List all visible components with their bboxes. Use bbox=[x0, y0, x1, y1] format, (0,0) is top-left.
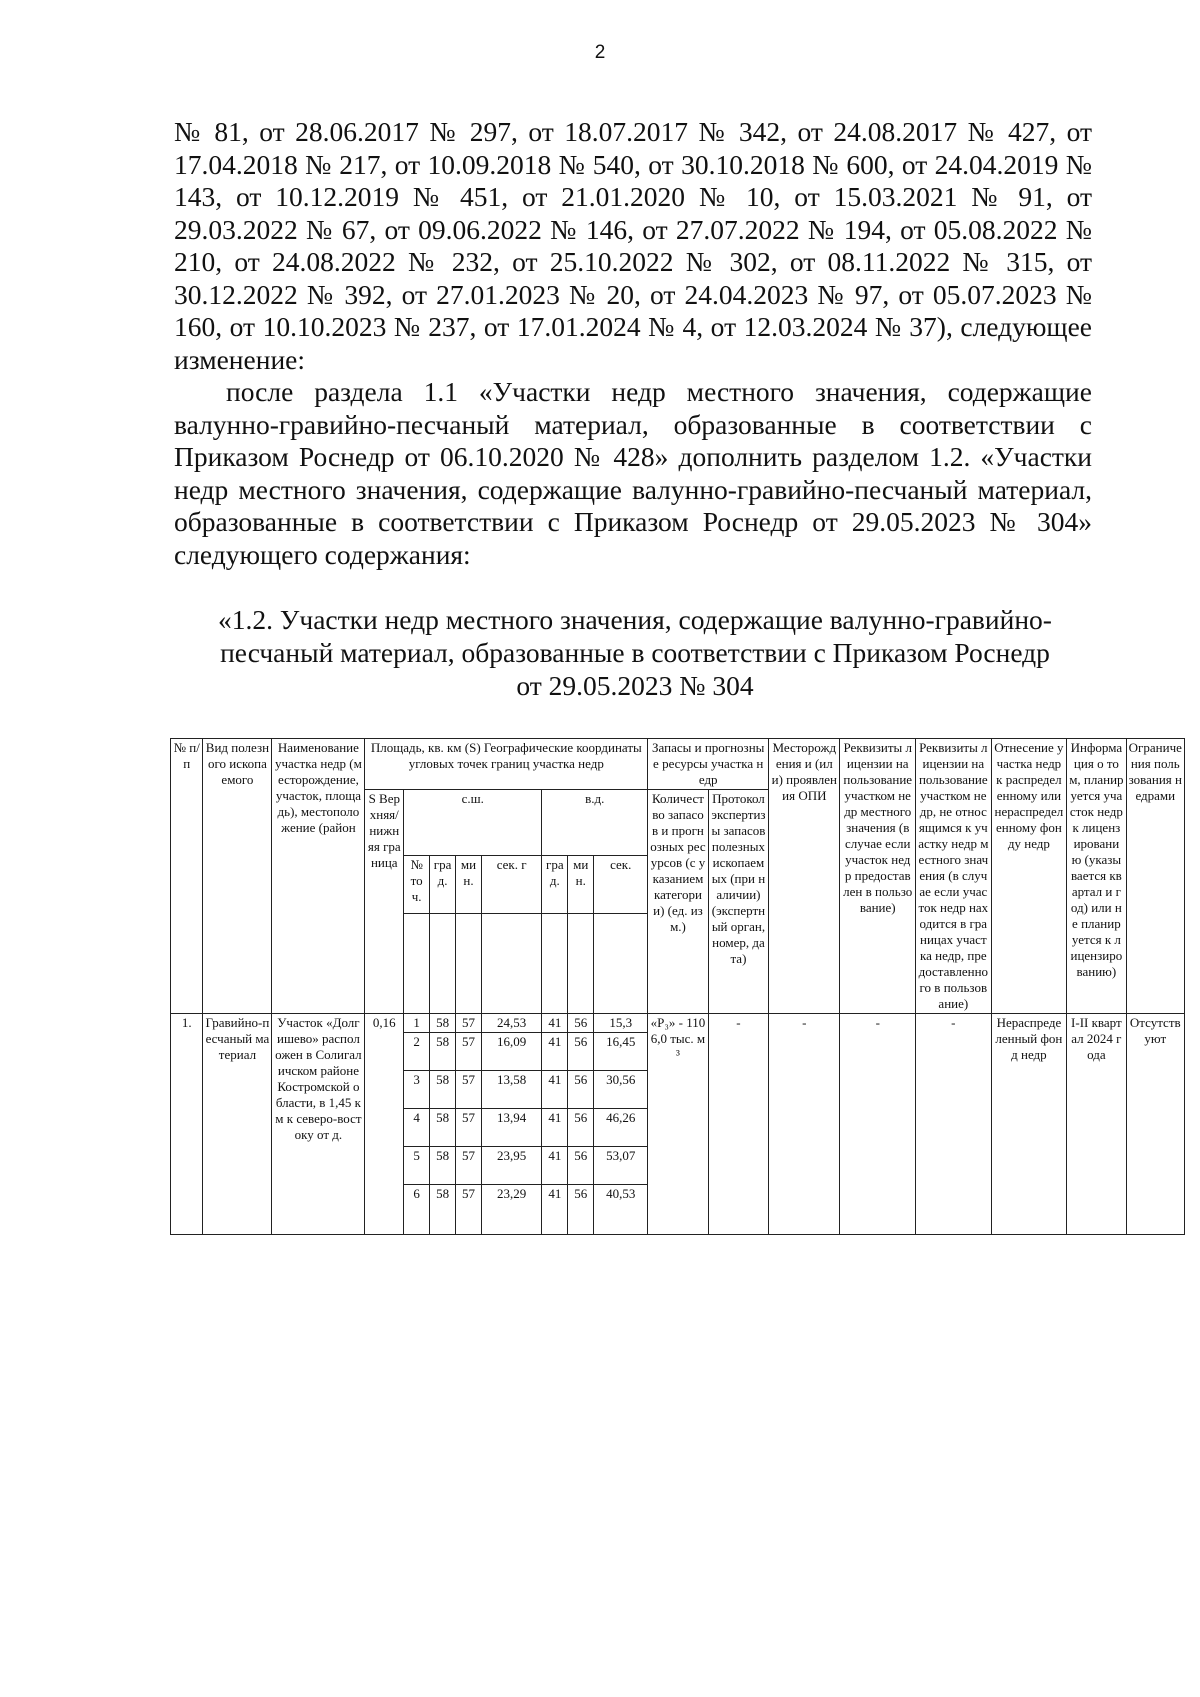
row-quantity: «Р₃» - 1106,0 тыс. м³ bbox=[648, 1014, 708, 1235]
header-name: Наименование участка недр (месторождение, участок, площадь), местоположение (район bbox=[272, 739, 365, 1014]
point-lat-deg: 58 bbox=[430, 1147, 456, 1185]
point-lat-sec: 13,94 bbox=[481, 1109, 541, 1147]
header-restrictions: Ограничения пользования недрами bbox=[1126, 739, 1184, 1014]
header-s-boundary: S Верхняя/нижняя граница bbox=[365, 790, 404, 1014]
point-lat-sec: 24,53 bbox=[481, 1014, 541, 1033]
header-lon-deg: град. bbox=[542, 856, 568, 914]
point-lon-deg: 41 bbox=[542, 1033, 568, 1071]
header-num: № п/п bbox=[171, 739, 203, 1014]
point-lat-sec: 23,29 bbox=[481, 1185, 541, 1235]
amendment-references-paragraph: № 81, от 28.06.2017 № 297, от 18.07.2017 № 342, от 24.08.2017 № 427, от 17.04.2018 № 217, от 10.09.2018 № 540, от 30.10.2018 № 600, от 24.04.2019 № 143, от 10.12.2019 № 451, от 21.01.2020 № 10, от 15.03.2021 № 91, от 29.03.2022 № 67, от 09.06.2022 № 146, от 27.07.2022 № 194, от 05.08.2022 № 210, от 24.08.2022 № 232, от 25.10.2022 № 302, от 08.11.2022 № 315, от 30.12.2022 № 392, от 27.01.2023 № 20, от 24.04.2023 № 97, от 05.07.2023 № 160, от 10.10.2023 № 237, от 17.01.2024 № 4, от 12.03.2024 № 37), следующее изменение: bbox=[174, 116, 1092, 375]
point-lon-min: 56 bbox=[568, 1185, 594, 1235]
header-lat: с.ш. bbox=[404, 790, 542, 856]
point-lon-deg: 41 bbox=[542, 1147, 568, 1185]
table-body bbox=[171, 1014, 1185, 1235]
point-lat-deg: 58 bbox=[430, 1071, 456, 1109]
point-no: 1 bbox=[404, 1014, 430, 1033]
point-lon-deg: 41 bbox=[542, 1071, 568, 1109]
point-lon-deg: 41 bbox=[542, 1185, 568, 1235]
row-protocol: - bbox=[708, 1014, 768, 1235]
point-lat-deg: 58 bbox=[430, 1185, 456, 1235]
point-lat-sec: 13,58 bbox=[481, 1071, 541, 1109]
table-row bbox=[171, 1014, 1185, 1033]
point-lon-sec: 16,45 bbox=[594, 1033, 648, 1071]
point-lat-sec: 16,09 bbox=[481, 1033, 541, 1071]
point-no: 3 bbox=[404, 1071, 430, 1109]
header-point-no: № точ. bbox=[404, 856, 430, 914]
point-lon-min: 56 bbox=[568, 1033, 594, 1071]
point-lon-min: 56 bbox=[568, 1109, 594, 1147]
row-deposits: - bbox=[769, 1014, 840, 1235]
point-no: 6 bbox=[404, 1185, 430, 1235]
point-lon-min: 56 bbox=[568, 1014, 594, 1033]
section-title-line-1: «1.2. Участки недр местного значения, содержащие валунно-гравийно- bbox=[218, 604, 1052, 635]
point-no: 2 bbox=[404, 1033, 430, 1071]
header-mineral: Вид полезного ископаемого bbox=[203, 739, 272, 1014]
point-lat-min: 57 bbox=[456, 1185, 482, 1235]
row-num: 1. bbox=[171, 1014, 203, 1235]
point-lon-sec: 15,3 bbox=[594, 1014, 648, 1033]
point-lat-min: 57 bbox=[456, 1071, 482, 1109]
row-fund: Нераспределенный фонд недр bbox=[991, 1014, 1067, 1235]
row-mineral: Гравийно-песчаный материал bbox=[203, 1014, 272, 1235]
point-no: 5 bbox=[404, 1147, 430, 1185]
point-lat-min: 57 bbox=[456, 1109, 482, 1147]
header-lon: в.д. bbox=[542, 790, 648, 856]
subsoil-plots-table bbox=[170, 738, 1185, 1235]
header-quantity: Количество запасов и прогнозных ресурсов (с указанием категории) (ед. изм.) bbox=[648, 790, 708, 1014]
page-number: 2 bbox=[594, 42, 606, 63]
point-lon-min: 56 bbox=[568, 1071, 594, 1109]
point-lon-sec: 46,26 bbox=[594, 1109, 648, 1147]
header-deposits: Месторождения и (или) проявления ОПИ bbox=[769, 739, 840, 1014]
header-lon-min: мин. bbox=[568, 856, 594, 914]
point-lat-min: 57 bbox=[456, 1014, 482, 1033]
row-plan: I-II квартал 2024 года bbox=[1067, 1014, 1126, 1235]
point-lon-deg: 41 bbox=[542, 1109, 568, 1147]
point-lat-sec: 23,95 bbox=[481, 1147, 541, 1185]
point-lat-min: 57 bbox=[456, 1147, 482, 1185]
point-lon-sec: 30,56 bbox=[594, 1071, 648, 1109]
row-name: Участок «Долгишево» расположен в Солигаличском районе Костромской области, в 1,45 км к северо-востоку от д. bbox=[272, 1014, 365, 1235]
section-title-line-3: от 29.05.2023 № 304 bbox=[516, 670, 754, 701]
amendment-instruction-paragraph: после раздела 1.1 «Участки недр местного значения, содержащие валунно-гравийно-песчаный материал, образованные в соответствии с Приказом Роснедр от 06.10.2020 № 428» дополнить разделом 1.2. «Участки недр местного значения, содержащие валунно-гравийно-песчаный материал, образованные в соответствии с Приказом Роснедр от 29.05.2023 № 304» следующего содержания: bbox=[174, 376, 1092, 570]
point-lat-min: 57 bbox=[456, 1033, 482, 1071]
header-plan: Информация о том, планируется участок недр к лицензированию (указывается квартал и год) или не планируется к лицензированию) bbox=[1067, 739, 1126, 1014]
point-lon-deg: 41 bbox=[542, 1014, 568, 1033]
point-lon-sec: 40,53 bbox=[594, 1185, 648, 1235]
point-no: 4 bbox=[404, 1109, 430, 1147]
header-lat-deg: град. bbox=[430, 856, 456, 914]
row-license-local: - bbox=[840, 1014, 916, 1235]
point-lat-deg: 58 bbox=[430, 1109, 456, 1147]
header-protocol: Протокол экспертизы запасов полезных ископаемых (при наличии) (экспертный орган, номер, дата) bbox=[708, 790, 768, 1014]
header-lon-sec: сек. bbox=[594, 856, 648, 914]
point-lat-deg: 58 bbox=[430, 1033, 456, 1071]
header-fund: Отнесение участка недр к распределенному или нераспределенному фонду недр bbox=[991, 739, 1067, 1014]
row-area: 0,16 bbox=[365, 1014, 404, 1235]
point-lon-min: 56 bbox=[568, 1147, 594, 1185]
header-reserves: Запасы и прогнозные ресурсы участка недр bbox=[648, 739, 769, 790]
header-lat-min: мин. bbox=[456, 856, 482, 914]
header-lat-sec: сек. г bbox=[481, 856, 541, 914]
header-area-coords: Площадь, кв. км (S) Географические координаты угловых точек границ участка недр bbox=[365, 739, 648, 790]
header-license-local: Реквизиты лицензии на пользование участком недр местного значения (в случае если участок недр предоставлен в пользование) bbox=[840, 739, 916, 1014]
row-license-other: - bbox=[916, 1014, 992, 1235]
point-lat-deg: 58 bbox=[430, 1014, 456, 1033]
point-lon-sec: 53,07 bbox=[594, 1147, 648, 1185]
row-restrictions: Отсутствуют bbox=[1126, 1014, 1184, 1235]
section-title bbox=[150, 603, 1120, 702]
header-license-other: Реквизиты лицензии на пользование участком недр, не относящимся к участку недр местного значения (в случае если участок недр находится в границах участка недр, предоставленного в пользование) bbox=[916, 739, 992, 1014]
section-title-line-2: песчаный материал, образованные в соответствии с Приказом Роснедр bbox=[220, 637, 1050, 668]
